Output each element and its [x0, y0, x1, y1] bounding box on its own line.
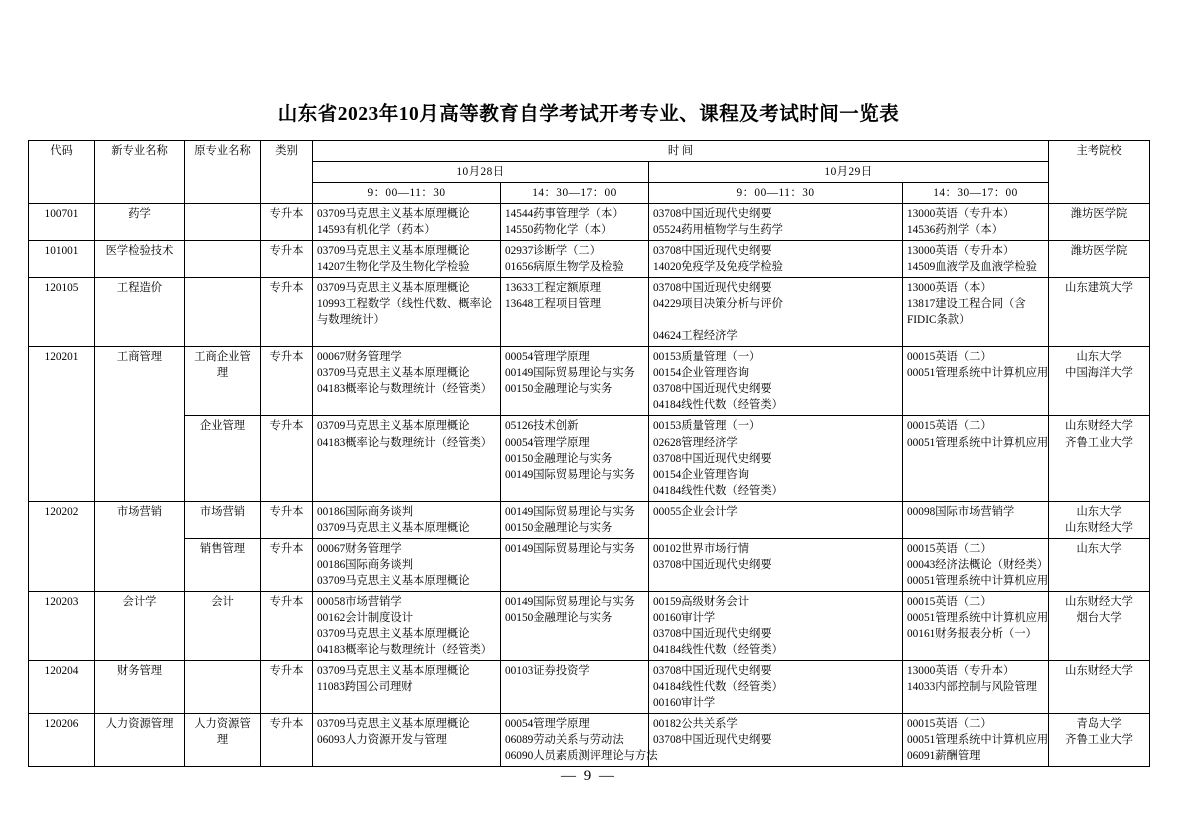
cell-day2-morning-courses: 03708中国近现代史纲要 04184线性代数（经管类） 00160审计学	[649, 660, 903, 713]
cell-old-major-name: 市场营销	[185, 501, 261, 538]
cell-day2-morning-courses: 00153质量管理（一） 00154企业管理咨询 03708中国近现代史纲要 04184线性代数（经管类）	[649, 347, 903, 416]
cell-host-school: 山东财经大学 烟台大学	[1049, 591, 1150, 660]
cell-old-major-name: 工商企业管理	[185, 347, 261, 416]
cell-host-school: 青岛大学 齐鲁工业大学	[1049, 714, 1150, 767]
header-slot-day2-pm: 14：30—17：00	[903, 183, 1049, 204]
page-number: — 9 —	[561, 768, 616, 784]
page-title: 山东省2023年10月高等教育自学考试开考专业、课程及考试时间一览表	[277, 104, 900, 125]
table-row	[29, 660, 1150, 713]
table-row	[29, 204, 1150, 241]
cell-old-major-name	[185, 241, 261, 278]
table-row	[29, 714, 1150, 767]
exam-schedule-table	[28, 140, 1150, 767]
table-row	[29, 347, 1150, 416]
header-day-1: 10月28日	[313, 162, 649, 183]
cell-day2-afternoon-courses: 00015英语（二） 00051管理系统中计算机应用	[903, 416, 1049, 501]
header-slot-day1-pm: 14：30—17：00	[501, 183, 649, 204]
cell-new-major-name: 药学	[95, 204, 185, 241]
cell-new-major-name: 工程造价	[95, 278, 185, 347]
cell-day1-morning-courses: 03709马克思主义基本原理概论 10993工程数学（线性代数、概率论与数理统计）	[313, 278, 501, 347]
cell-host-school: 山东财经大学 齐鲁工业大学	[1049, 416, 1150, 501]
cell-new-major-name: 工商管理	[95, 347, 185, 501]
cell-category: 专升本	[261, 714, 313, 767]
cell-host-school: 山东财经大学	[1049, 660, 1150, 713]
cell-old-major-name	[185, 278, 261, 347]
cell-day1-afternoon-courses: 00149国际贸易理论与实务 00150金融理论与实务	[501, 501, 649, 538]
cell-major-code: 120204	[29, 660, 95, 713]
cell-day1-afternoon-courses: 14544药事管理学（本） 14550药物化学（本）	[501, 204, 649, 241]
cell-day2-morning-courses: 03708中国近现代史纲要 04229项目决策分析与评价 04624工程经济学	[649, 278, 903, 347]
cell-day2-afternoon-courses: 13000英语（专升本） 14536药剂学（本）	[903, 204, 1049, 241]
cell-host-school: 山东大学 山东财经大学	[1049, 501, 1150, 538]
cell-major-code: 120202	[29, 501, 95, 591]
cell-day1-morning-courses: 03709马克思主义基本原理概论 14207生物化学及生物化学检验	[313, 241, 501, 278]
cell-day2-afternoon-courses: 00098国际市场营销学	[903, 501, 1049, 538]
table-row	[29, 278, 1150, 347]
cell-day1-afternoon-courses: 02937诊断学（二） 01656病原生物学及检验	[501, 241, 649, 278]
cell-new-major-name: 财务管理	[95, 660, 185, 713]
cell-day1-morning-courses: 03709马克思主义基本原理概论 14593有机化学（药本）	[313, 204, 501, 241]
cell-day1-afternoon-courses: 00054管理学原理 00149国际贸易理论与实务 00150金融理论与实务	[501, 347, 649, 416]
cell-day1-afternoon-courses: 00054管理学原理 06089劳动关系与劳动法 06090人员素质测评理论与方法	[501, 714, 649, 767]
cell-old-major-name	[185, 660, 261, 713]
cell-day2-morning-courses: 00159高级财务会计 00160审计学 03708中国近现代史纲要 04184线性代数（经管类）	[649, 591, 903, 660]
cell-category: 专升本	[261, 501, 313, 538]
cell-host-school: 潍坊医学院	[1049, 204, 1150, 241]
cell-day2-morning-courses: 00153质量管理（一） 02628管理经济学 03708中国近现代史纲要 00154企业管理咨询 04184线性代数（经管类）	[649, 416, 903, 501]
cell-day1-morning-courses: 00058市场营销学 00162会计制度设计 03709马克思主义基本原理概论 04183概率论与数理统计（经管类）	[313, 591, 501, 660]
cell-old-major-name	[185, 204, 261, 241]
cell-host-school: 潍坊医学院	[1049, 241, 1150, 278]
cell-category: 专升本	[261, 660, 313, 713]
cell-day2-afternoon-courses: 13000英语（专升本） 14509血液学及血液学检验	[903, 241, 1049, 278]
cell-day1-morning-courses: 00067财务管理学 03709马克思主义基本原理概论 04183概率论与数理统计（经管类）	[313, 347, 501, 416]
cell-host-school: 山东建筑大学	[1049, 278, 1150, 347]
cell-day1-afternoon-courses: 13633工程定额原理 13648工程项目管理	[501, 278, 649, 347]
cell-day2-afternoon-courses: 13000英语（本） 13817建设工程合同（含FIDIC条款）	[903, 278, 1049, 347]
cell-old-major-name: 会计	[185, 591, 261, 660]
cell-day2-afternoon-courses: 00015英语（二） 00051管理系统中计算机应用 00161财务报表分析（一）	[903, 591, 1049, 660]
cell-major-code: 120201	[29, 347, 95, 501]
cell-category: 专升本	[261, 591, 313, 660]
cell-old-major-name: 企业管理	[185, 416, 261, 501]
cell-day1-morning-courses: 03709马克思主义基本原理概论 04183概率论与数理统计（经管类）	[313, 416, 501, 501]
cell-day1-morning-courses: 03709马克思主义基本原理概论 11083跨国公司理财	[313, 660, 501, 713]
header-slot-day1-am: 9：00—11：30	[313, 183, 501, 204]
cell-category: 专升本	[261, 278, 313, 347]
cell-day1-morning-courses: 00067财务管理学 00186国际商务谈判 03709马克思主义基本原理概论	[313, 538, 501, 591]
header-old-major: 原专业名称	[185, 141, 261, 204]
cell-category: 专升本	[261, 204, 313, 241]
cell-major-code: 101001	[29, 241, 95, 278]
cell-major-code: 120206	[29, 714, 95, 767]
cell-day1-morning-courses: 00186国际商务谈判 03709马克思主义基本原理概论	[313, 501, 501, 538]
cell-day1-afternoon-courses: 00149国际贸易理论与实务	[501, 538, 649, 591]
cell-old-major-name: 人力资源管理	[185, 714, 261, 767]
cell-day2-morning-courses: 03708中国近现代史纲要 14020免疫学及免疫学检验	[649, 241, 903, 278]
cell-day1-morning-courses: 03709马克思主义基本原理概论 06093人力资源开发与管理	[313, 714, 501, 767]
header-new-major: 新专业名称	[95, 141, 185, 204]
header-time-group: 时 间	[313, 141, 1049, 162]
cell-day2-morning-courses: 00182公共关系学 03708中国近现代史纲要	[649, 714, 903, 767]
header-category: 类别	[261, 141, 313, 204]
cell-category: 专升本	[261, 538, 313, 591]
cell-day2-morning-courses: 03708中国近现代史纲要 05524药用植物学与生药学	[649, 204, 903, 241]
cell-host-school: 山东大学	[1049, 538, 1150, 591]
cell-day1-afternoon-courses: 00103证券投资学	[501, 660, 649, 713]
table-row	[29, 538, 1150, 591]
cell-new-major-name: 人力资源管理	[95, 714, 185, 767]
cell-major-code: 120203	[29, 591, 95, 660]
cell-day2-morning-courses: 00102世界市场行情 03708中国近现代史纲要	[649, 538, 903, 591]
cell-day1-afternoon-courses: 05126技术创新 00054管理学原理 00150金融理论与实务 00149国际贸易理论与实务	[501, 416, 649, 501]
cell-day2-afternoon-courses: 00015英语（二） 00043经济法概论（财经类） 00051管理系统中计算机应用	[903, 538, 1049, 591]
cell-host-school: 山东大学 中国海洋大学	[1049, 347, 1150, 416]
cell-day2-afternoon-courses: 00015英语（二） 00051管理系统中计算机应用	[903, 347, 1049, 416]
cell-category: 专升本	[261, 241, 313, 278]
table-row	[29, 416, 1150, 501]
cell-category: 专升本	[261, 416, 313, 501]
table-row	[29, 591, 1150, 660]
cell-major-code: 100701	[29, 204, 95, 241]
header-day-2: 10月29日	[649, 162, 1049, 183]
header-school: 主考院校	[1049, 141, 1150, 204]
cell-new-major-name: 医学检验技术	[95, 241, 185, 278]
table-head	[29, 141, 1150, 204]
cell-new-major-name: 会计学	[95, 591, 185, 660]
header-row-1	[29, 141, 1150, 162]
header-slot-day2-am: 9：00—11：30	[649, 183, 903, 204]
cell-day2-afternoon-courses: 00015英语（二） 00051管理系统中计算机应用 06091薪酬管理	[903, 714, 1049, 767]
cell-day2-afternoon-courses: 13000英语（专升本） 14033内部控制与风险管理	[903, 660, 1049, 713]
cell-category: 专升本	[261, 347, 313, 416]
cell-day2-morning-courses: 00055企业会计学	[649, 501, 903, 538]
header-code: 代码	[29, 141, 95, 204]
cell-day1-afternoon-courses: 00149国际贸易理论与实务 00150金融理论与实务	[501, 591, 649, 660]
table-row	[29, 241, 1150, 278]
cell-new-major-name: 市场营销	[95, 501, 185, 591]
table-body	[29, 204, 1150, 767]
cell-major-code: 120105	[29, 278, 95, 347]
cell-old-major-name: 销售管理	[185, 538, 261, 591]
table-row	[29, 501, 1150, 538]
